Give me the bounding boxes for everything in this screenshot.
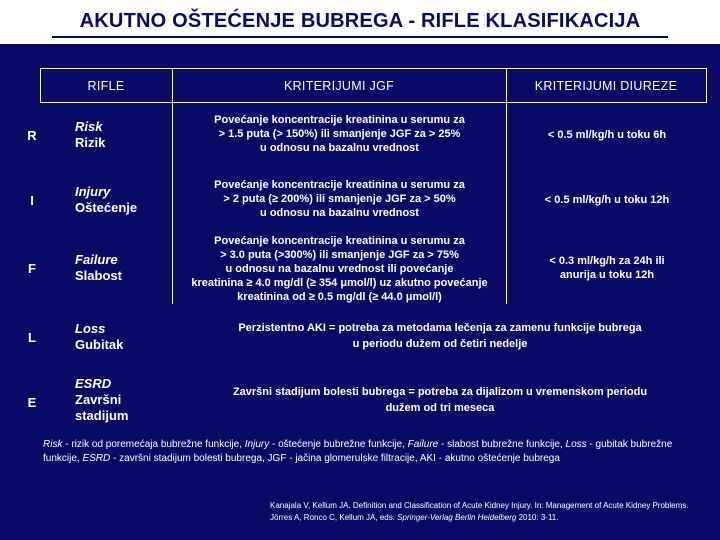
row-e-stage [75, 376, 128, 424]
criteria-line: kreatinina ≥ 4.0 mg/dl (≥ 354 μmol/l) uz akutno povećanje [191, 277, 488, 289]
row-i-gfr-criteria [173, 175, 506, 223]
row-r-gfr-criteria [173, 110, 506, 158]
def-failure: - slabost bubrežne funkcije, [438, 439, 566, 450]
criteria-line: u odnosu na bazalnu vrednost [260, 142, 419, 154]
citation-main: Kanajala V, Kellum JA. Definition and Classification of Acute Kidney Injury. In: Management of Acute Kidney Problems. Jörres A, Ronco C, Kellum JA, eds. [270, 501, 689, 522]
row-f-diuresis-criteria [507, 252, 707, 284]
abbreviation-footnote [43, 438, 683, 466]
stage-english: ESRD [75, 376, 112, 391]
def-injury: - oštećenje bubrežne funkcije, [269, 439, 408, 450]
stage-english: Injury [75, 184, 111, 199]
criteria-line: u odnosu na bazalnu vrednost [260, 207, 419, 219]
header-rifle: RIFLE [87, 79, 125, 93]
criteria-line: < 0.5 ml/kg/h u toku 6h [547, 129, 667, 141]
criteria-line: Povećanje koncentracije kreatinina u serumu za [214, 114, 465, 126]
term-loss: Loss [565, 439, 587, 450]
row-r-stage [75, 119, 105, 151]
citation-pages: 2010: 3-11. [516, 513, 559, 522]
row-i-stage [75, 184, 137, 216]
row-f-gfr-criteria [173, 233, 506, 305]
row-letter-e: E [27, 395, 37, 410]
stage-english: Loss [75, 321, 106, 336]
stage-local: Gubitak [75, 337, 124, 352]
stage-english: Risk [75, 119, 103, 134]
criteria-line: Povećanje koncentracije kreatinina u serumu za [214, 179, 465, 191]
header-divider [40, 102, 707, 103]
criteria-line: > 2 puta (≥ 200%) ili smanjenje JGF za > 50% [223, 193, 456, 205]
criteria-line: kreatinina od ≥ 0.5 mg/dl (≥ 44.0 μmol/l) [237, 291, 442, 303]
stage-english: Failure [75, 252, 118, 267]
term-injury: Injury [244, 439, 270, 450]
row-r-diuresis-criteria [507, 125, 707, 145]
stage-local: Slabost [75, 268, 122, 283]
criteria-line: > 3.0 puta (>300%) ili smanjenje JGF za > 75% [220, 249, 459, 261]
term-risk: Risk [43, 439, 63, 450]
citation [270, 500, 710, 524]
row-e-merged-criteria [180, 383, 700, 417]
criteria-line: Perzistentno AKI = potreba za metodama lečenja za zamenu funkcije bubrega [238, 322, 642, 334]
row-l-stage [75, 321, 123, 353]
criteria-line: > 1.5 puta (> 150%) ili smanjenje JGF za > 25% [218, 128, 461, 140]
def-loss: - gubitak bubrežne funkcije, [43, 439, 673, 464]
stage-local: Završni [75, 392, 122, 407]
def-risk: - rizik od poremećaja bubrežne funkcije, [62, 439, 245, 450]
title-underline [52, 36, 668, 38]
criteria-line: u odnosu na bazalnu vrednost ili povećanje [225, 263, 454, 275]
row-f-stage [75, 252, 122, 284]
table-top-border [40, 68, 707, 69]
header-gfr-criteria: KRITERIJUMI JGF [283, 79, 395, 93]
header-diuresis-criteria: KRITERIJUMI DIUREZE [534, 79, 678, 93]
criteria-line: dužem od tri meseca [385, 402, 495, 414]
table-right-border [706, 68, 707, 103]
stage-local: Rizik [75, 135, 106, 150]
row-letter-i: I [30, 193, 34, 208]
row-letter-f: F [28, 261, 36, 276]
page-title: AKUTNO OŠTEĆENJE BUBREGA - RIFLE KLASIFIKACIJA [79, 10, 641, 32]
stage-local: Oštećenje [75, 200, 138, 215]
def-esrd: - završni stadijum bolesti bubrega, JGF - jačina glomerulske filtracije, AKI - akutno oštećenje bubrega [110, 453, 560, 464]
citation-publisher: Springer-Verlag Berlin Heidelberg [397, 513, 517, 522]
criteria-line: Završni stadijum bolesti bubrega = potreba za dijalizom u vremenskom periodu [232, 386, 648, 398]
criteria-line: < 0.3 ml/kg/h za 24h ili [549, 255, 665, 267]
criteria-line: < 0.5 ml/kg/h u toku 12h [544, 194, 670, 206]
term-esrd: ESRD [82, 453, 111, 464]
stage-local: stadijum [75, 408, 129, 423]
criteria-line: anurija u toku 12h [559, 269, 655, 281]
row-letter-l: L [28, 330, 36, 345]
term-failure: Failure [407, 439, 439, 450]
criteria-line: Povećanje koncentracije kreatinina u serumu za [214, 235, 465, 247]
row-l-merged-criteria [180, 319, 700, 353]
criteria-line: u periodu dužem od četiri nedelje [352, 338, 528, 350]
row-i-diuresis-criteria [507, 190, 707, 210]
row-letter-r: R [27, 128, 37, 143]
